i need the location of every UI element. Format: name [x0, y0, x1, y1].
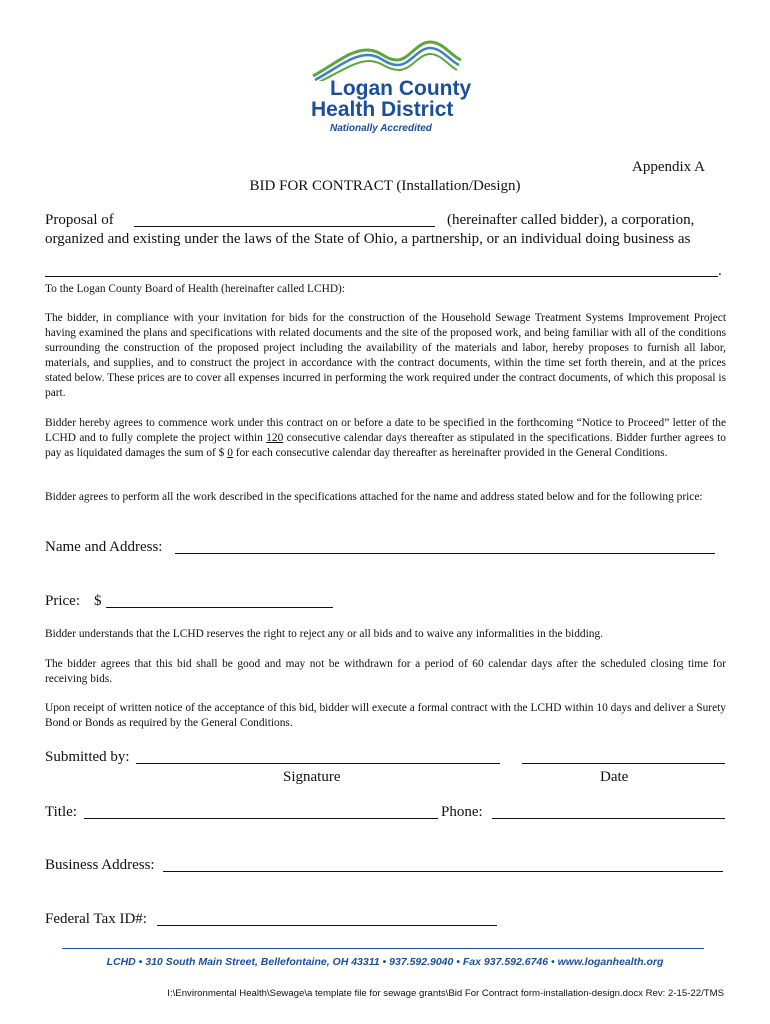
paragraph-acceptance: Upon receipt of written notice of the acceptance of this bid, bidder will execute a formal contract with the LCHD within 10 days and deliver a Surety Bond or Bonds as required by the General Conditions.: [45, 702, 726, 729]
signature-field[interactable]: [136, 763, 500, 764]
price-field[interactable]: [106, 607, 333, 608]
proposal-suffix: (hereinafter called bidder), a corporation,: [447, 212, 695, 228]
damages-value: 0: [227, 447, 233, 459]
schedule-text-b: consecutive calendar days thereafter as stipulated in the specifications. Bidder further agrees to pay as liquidated damages the sum of $: [45, 432, 726, 459]
price-symbol: $: [94, 593, 102, 609]
schedule-text-a: Bidder hereby agrees to commence work under this contract on or before a date to be specified in the forthcoming “Notice to Proceed” letter of the LCHD and to fully complete the project within: [45, 417, 726, 444]
to-line: To the Logan County Board of Health (hereinafter called LCHD):: [45, 283, 346, 295]
footer-address: LCHD • 310 South Main Street, Bellefontaine, OH 43311 • 937.592.9040 • Fax 937.592.6746 • www.loganhealth.org: [106, 956, 664, 968]
file-path: I:\Environmental Health\Sewage\a template file for sewage grants\Bid For Contract form-installation-design.docx Rev: 2-15-22/TMS: [167, 988, 724, 999]
signature-caption: Signature: [283, 769, 341, 785]
tax-id-label: Federal Tax ID#:: [45, 911, 147, 927]
title-field[interactable]: [84, 818, 438, 819]
tax-id-field[interactable]: [157, 925, 497, 926]
price-label: Price:: [45, 593, 80, 609]
bidder-name-field[interactable]: [134, 226, 435, 227]
phone-field[interactable]: [492, 818, 725, 819]
paragraph-schedule: [45, 416, 726, 461]
title-label: Title:: [45, 804, 77, 820]
submitted-by-label: Submitted by:: [45, 749, 130, 765]
paragraph-intro: The bidder, in compliance with your invitation for bids for the construction of the Household Sewage Treatment Systems Improvement Project having examined the plans and specifications with related documents and the site of the proposed work, and being familiar with all of the conditions surrounding the construction of the proposed project including the availability of the materials and labor, hereby proposes to furnish all labor, materials, and supplies, and to construct the project in accordance with the contract documents, within the time set forth therein, and at the prices stated below. These prices are to cover all expenses incurred in performing the work required under the contract documents, of which this proposal is part.: [45, 312, 726, 399]
name-address-field[interactable]: [175, 553, 715, 554]
date-caption: Date: [600, 769, 629, 785]
paragraph-perform: Bidder agrees to perform all the work described in the specifications attached for the name and address stated below and for the following price:: [45, 491, 703, 503]
name-address-label: Name and Address:: [45, 539, 163, 555]
proposal-end: .: [718, 263, 722, 279]
paragraph-validity: The bidder agrees that this bid shall be good and may not be withdrawn for a period of 60 calendar days after the scheduled closing time for receiving bids.: [45, 658, 726, 685]
proposal-line2: organized and existing under the laws of the State of Ohio, a partnership, or an individual doing business as: [45, 231, 691, 247]
mountains-icon: [305, 36, 465, 81]
business-address-field[interactable]: [163, 871, 723, 872]
logo-line1: Logan County: [330, 77, 472, 100]
logo-line2: Health District: [311, 98, 454, 121]
schedule-text-c: for each consecutive calendar day thereafter as hereinafter provided in the General Conditions.: [232, 447, 668, 459]
business-address-label: Business Address:: [45, 857, 155, 873]
paragraph-reject: Bidder understands that the LCHD reserves the right to reject any or all bids and to waive any informalities in the bidding.: [45, 628, 604, 640]
document-title: BID FOR CONTRACT (Installation/Design): [249, 178, 521, 194]
proposal-prefix: Proposal of: [45, 212, 114, 228]
date-field[interactable]: [522, 763, 725, 764]
days-value: 120: [266, 432, 284, 444]
phone-label: Phone:: [441, 804, 483, 820]
logo-tagline: Nationally Accredited: [330, 123, 432, 134]
appendix-label: Appendix A: [632, 159, 705, 175]
business-as-field[interactable]: [45, 276, 718, 277]
footer-divider: [62, 948, 704, 949]
